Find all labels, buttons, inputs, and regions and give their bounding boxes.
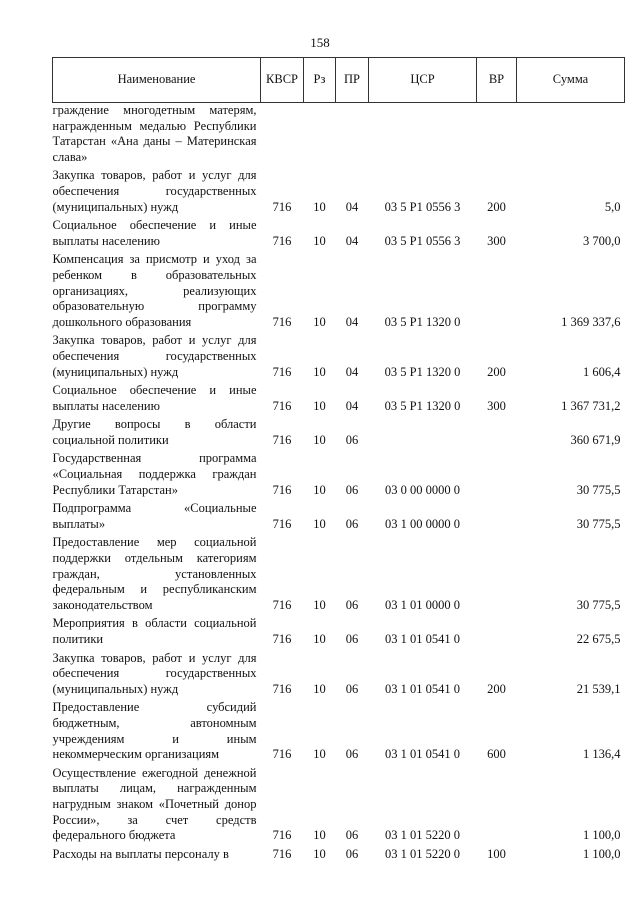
cell-csr: 03 0 00 0000 0 (385, 482, 460, 497)
table-row (53, 381, 625, 415)
cell-csr: 03 1 00 0000 0 (385, 516, 460, 531)
cell-vr (477, 449, 517, 499)
table-row (53, 331, 625, 381)
cell-pr: 06 (345, 597, 359, 612)
cell-csr: 03 1 01 5220 0 (385, 828, 460, 843)
cell-rz: 10 (313, 364, 326, 379)
table-row (53, 698, 625, 763)
cell-csr: 03 5 Р1 1320 0 (384, 398, 461, 413)
cell-vr (477, 499, 517, 533)
cell-sum: 1 606,4 (583, 364, 621, 379)
cell-sum: 360 671,9 (570, 432, 621, 447)
cell-csr: 03 1 01 5220 0 (385, 846, 460, 861)
table-row (53, 449, 625, 499)
cell-pr (336, 103, 369, 167)
cell-kvsr: 716 (272, 516, 292, 531)
cell-pr: 04 (345, 314, 359, 329)
cell-csr: 03 1 01 0541 0 (385, 747, 460, 762)
cell-pr: 06 (345, 681, 359, 696)
header-name: Наименование (53, 58, 261, 103)
cell-rz: 10 (313, 432, 326, 447)
table-row (53, 845, 625, 864)
cell-vr (477, 614, 517, 648)
cell-pr: 04 (345, 398, 359, 413)
cell-kvsr: 716 (272, 364, 292, 379)
cell-kvsr: 716 (272, 482, 292, 497)
table-row (53, 216, 625, 250)
header-csr: ЦСР (369, 58, 477, 103)
cell-vr: 100 (487, 846, 506, 861)
cell-rz: 10 (313, 597, 326, 612)
cell-rz: 10 (313, 828, 326, 843)
cell-sum: 1 369 337,6 (561, 314, 621, 329)
cell-kvsr: 716 (272, 432, 292, 447)
cell-rz: 10 (313, 314, 326, 329)
cell-pr: 04 (345, 199, 359, 214)
cell-csr: 03 5 Р1 0556 3 (384, 233, 461, 248)
table-row (53, 649, 625, 699)
table-row (53, 764, 625, 845)
budget-table (52, 57, 625, 863)
cell-rz: 10 (313, 233, 326, 248)
cell-pr: 06 (345, 516, 359, 531)
cell-kvsr: 716 (272, 199, 292, 214)
table-row (53, 250, 625, 331)
cell-pr: 04 (345, 364, 359, 379)
table-body (53, 103, 625, 864)
cell-pr: 06 (345, 482, 359, 497)
cell-csr: 03 5 Р1 1320 0 (384, 314, 461, 329)
cell-csr: 03 5 Р1 1320 0 (384, 364, 461, 379)
cell-vr: 200 (487, 681, 506, 696)
cell-vr: 300 (487, 233, 506, 248)
cell-vr (477, 250, 517, 331)
cell-vr: 600 (487, 747, 506, 762)
cell-name: Закупка товаров, работ и услуг для обеспечения государственных (муниципальных) нужд (52, 333, 257, 379)
cell-sum: 1 367 731,2 (561, 398, 621, 413)
cell-csr (369, 103, 477, 167)
cell-csr: 03 5 Р1 0556 3 (384, 199, 461, 214)
header-row (53, 58, 625, 103)
cell-kvsr: 716 (272, 398, 292, 413)
cell-name: Государственная программа «Социальная поддержка граждан Республики Татарстан» (52, 451, 257, 497)
cell-vr (477, 764, 517, 845)
cell-rz (304, 103, 336, 167)
cell-name: Мероприятия в области социальной политики (52, 616, 257, 646)
cell-name: Социальное обеспечение и иные выплаты населению (52, 383, 257, 413)
cell-name: Закупка товаров, работ и услуг для обеспечения государственных (муниципальных) нужд (52, 650, 257, 696)
cell-kvsr: 716 (272, 632, 292, 646)
cell-sum: 1 100,0 (583, 846, 621, 861)
cell-rz: 10 (313, 632, 326, 646)
cell-name: Расходы на выплаты персоналу в (52, 846, 229, 861)
cell-sum: 21 539,1 (576, 681, 621, 696)
header-vr: ВР (477, 58, 517, 103)
cell-sum: 5,0 (604, 199, 621, 214)
cell-pr: 04 (345, 233, 359, 248)
cell-rz: 10 (313, 846, 326, 861)
cell-sum: 3 700,0 (583, 233, 621, 248)
cell-sum: 1 136,4 (583, 747, 621, 762)
cell-vr: 300 (487, 398, 506, 413)
cell-csr (369, 415, 477, 449)
cell-name: граждение многодетным матерям, награжденным медалью Республики Татарстан «Ана даны – Материнская слава» (52, 103, 257, 164)
table-row (53, 533, 625, 614)
table-row (53, 499, 625, 533)
cell-vr (477, 103, 517, 167)
cell-csr: 03 1 01 0000 0 (385, 597, 460, 612)
cell-pr: 06 (345, 747, 359, 762)
cell-rz: 10 (313, 199, 326, 214)
cell-rz: 10 (313, 516, 326, 531)
cell-sum: 22 675,5 (576, 632, 621, 646)
cell-kvsr: 716 (272, 747, 292, 762)
cell-vr (477, 533, 517, 614)
header-sum: Сумма (517, 58, 625, 103)
cell-name: Социальное обеспечение и иные выплаты населению (52, 218, 257, 248)
cell-rz: 10 (313, 681, 326, 696)
cell-sum: 30 775,5 (576, 597, 621, 612)
table-row (53, 415, 625, 449)
page-number: 158 (310, 35, 330, 50)
table-row (53, 103, 625, 167)
cell-kvsr: 716 (272, 233, 292, 248)
cell-vr: 200 (487, 199, 506, 214)
cell-pr: 06 (345, 632, 359, 646)
cell-pr: 06 (345, 432, 359, 447)
cell-name: Другие вопросы в области социальной политики (52, 417, 257, 447)
cell-vr: 200 (487, 364, 506, 379)
cell-kvsr (261, 103, 304, 167)
cell-vr (477, 415, 517, 449)
cell-name: Закупка товаров, работ и услуг для обеспечения государственных (муниципальных) нужд (52, 168, 257, 214)
header-rz: Рз (304, 58, 336, 103)
header-pr: ПР (336, 58, 369, 103)
table-row (53, 166, 625, 216)
cell-sum: 1 100,0 (583, 828, 621, 843)
cell-pr: 06 (345, 828, 359, 843)
cell-sum: 30 775,5 (576, 516, 621, 531)
cell-name: Компенсация за присмотр и уход за ребенком в образовательных организациях, реализующих образовательную программу дошкольного образования (52, 252, 257, 329)
cell-rz: 10 (313, 398, 326, 413)
cell-rz: 10 (313, 482, 326, 497)
header-kvsr: КВСР (261, 58, 304, 103)
cell-csr: 03 1 01 0541 0 (385, 681, 460, 696)
table-row (53, 614, 625, 648)
cell-sum (517, 103, 625, 167)
cell-name: Предоставление субсидий бюджетным, автономным учреждениям и иным некоммерческим организациям (52, 700, 257, 762)
cell-kvsr: 716 (272, 597, 292, 612)
cell-name: Осуществление ежегодной денежной выплаты лицам, награжденным нагрудным знаком «Почетный донор России», за счет средств федерального бюджета (52, 765, 257, 843)
cell-name: Подпрограмма «Социальные выплаты» (52, 501, 257, 531)
cell-kvsr: 716 (272, 846, 292, 861)
cell-name: Предоставление мер социальной поддержки отдельным категориям граждан, установленных федеральным и республиканским законодательством (52, 535, 257, 612)
cell-kvsr: 716 (272, 681, 292, 696)
cell-sum: 30 775,5 (576, 482, 621, 497)
cell-rz: 10 (313, 747, 326, 762)
cell-kvsr: 716 (272, 314, 292, 329)
cell-pr: 06 (345, 846, 359, 861)
table-header (53, 58, 625, 103)
cell-kvsr: 716 (272, 828, 292, 843)
cell-csr: 03 1 01 0541 0 (385, 632, 460, 646)
